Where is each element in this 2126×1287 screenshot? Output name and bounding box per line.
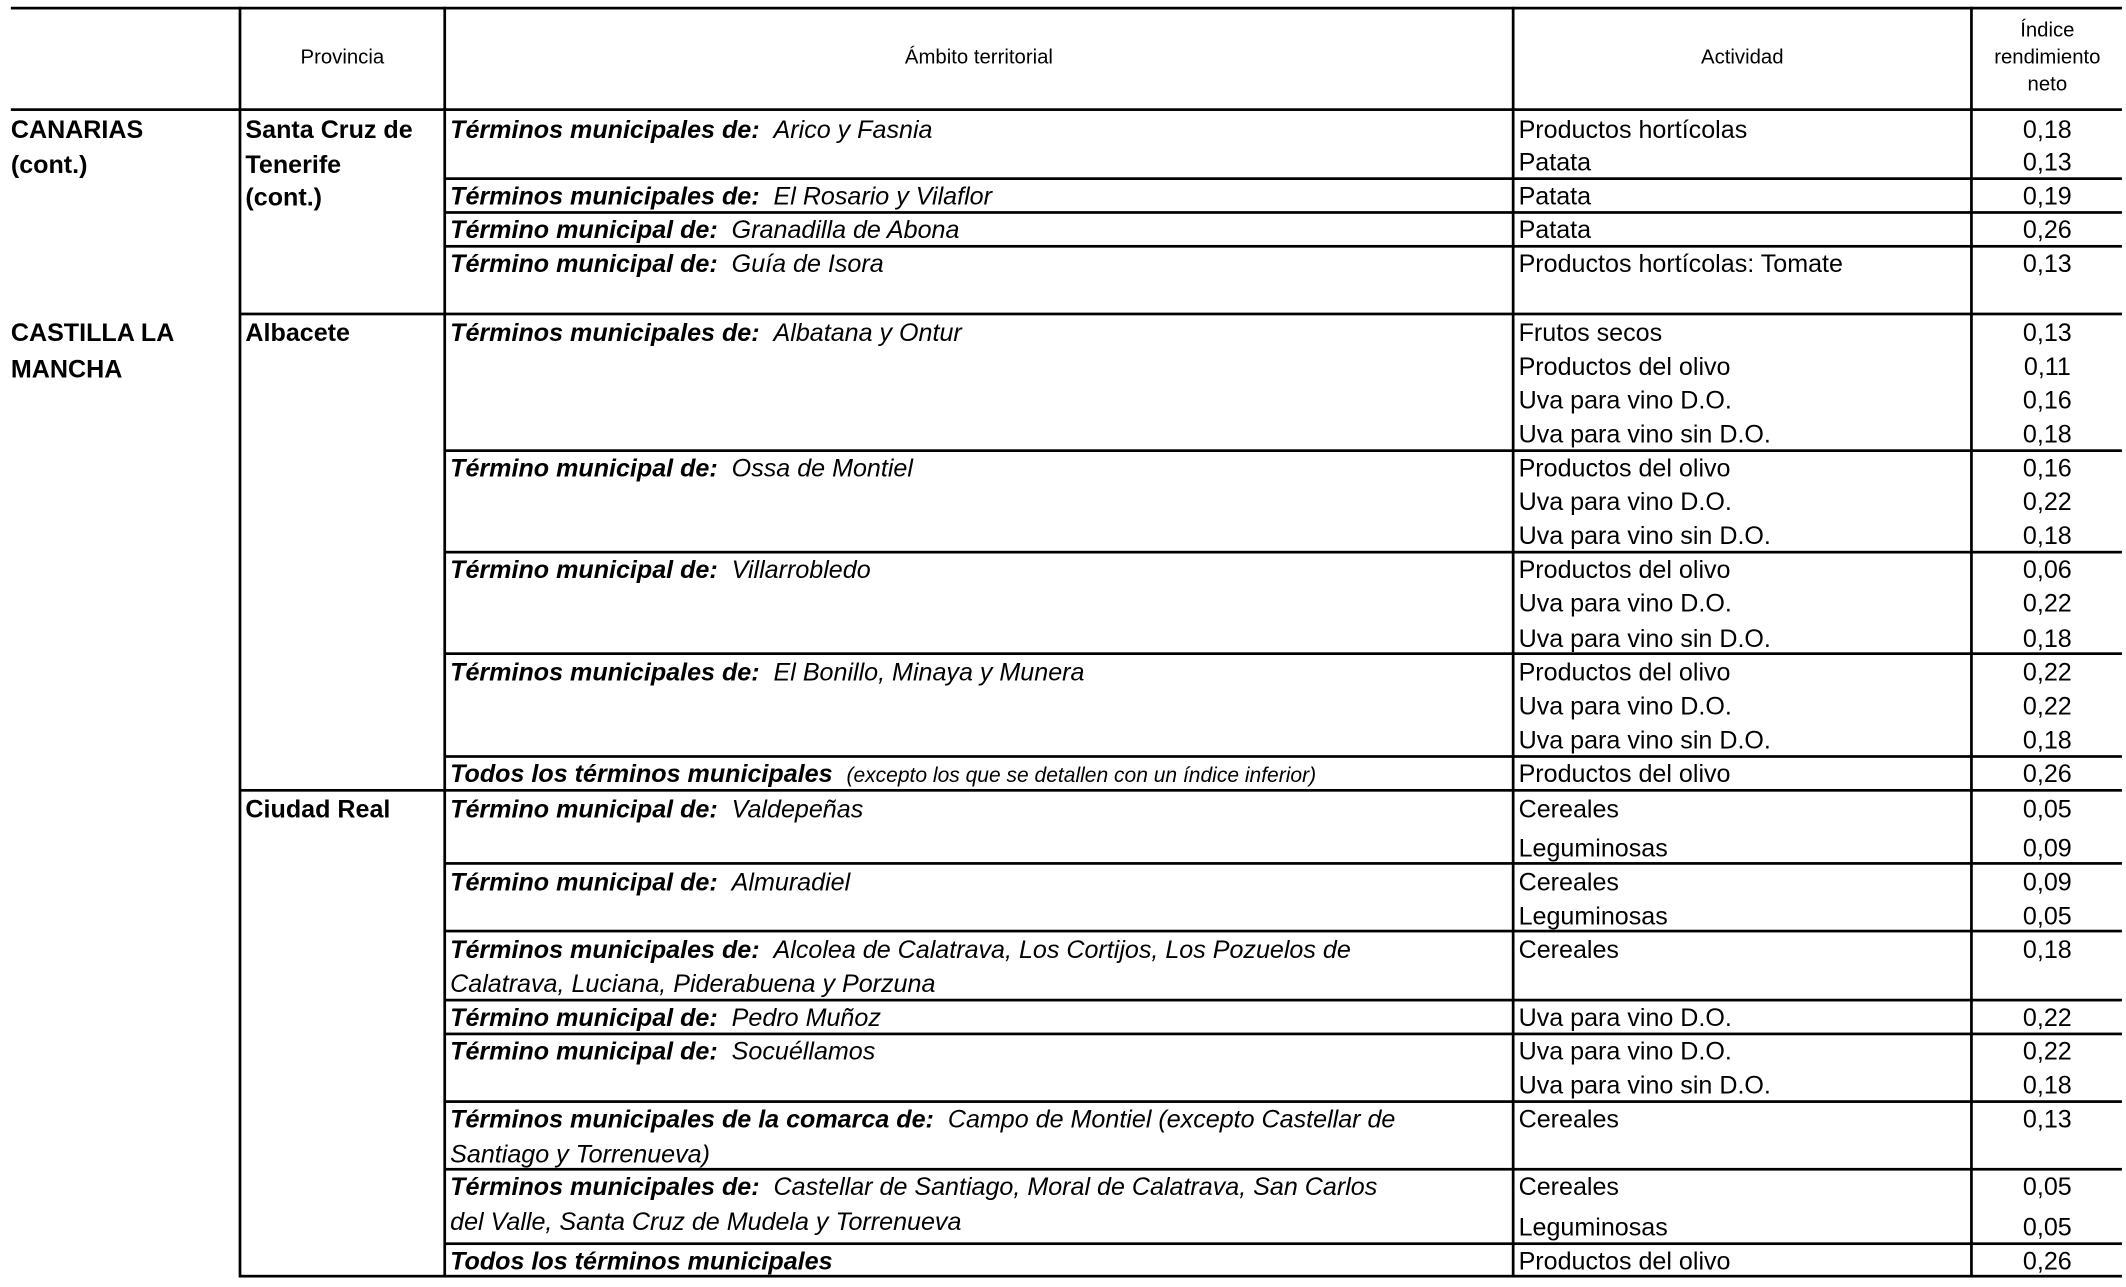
actividad-cell: Productos del olivo bbox=[1518, 759, 1731, 788]
header-indice-line: neto bbox=[2027, 73, 2068, 97]
indice-cell: 0,22 bbox=[2022, 691, 2072, 720]
actividad-cell: Frutos secos bbox=[1518, 318, 1663, 347]
ambito-prefix: Término municipal de: bbox=[450, 249, 718, 278]
ambito-prefix: Términos municipales de: bbox=[450, 181, 760, 210]
indice-cell: 0,09 bbox=[2022, 867, 2072, 896]
table-top-border bbox=[11, 7, 2122, 10]
province-label: Ciudad Real bbox=[245, 794, 391, 823]
actividad-cell: Uva para vino sin D.O. bbox=[1518, 521, 1771, 550]
ambito-prefix: Término municipal de: bbox=[450, 453, 718, 482]
header-indice-line: rendimiento bbox=[1994, 46, 2101, 70]
actividad-cell: Uva para vino D.O. bbox=[1518, 588, 1732, 618]
ambito-prefix: Término municipal de: bbox=[450, 554, 718, 584]
indice-cell: 0,13 bbox=[2022, 147, 2072, 176]
region-label: (cont.) bbox=[10, 150, 88, 179]
header-indice-line: Índice bbox=[2020, 18, 2075, 42]
ambito-entry bbox=[450, 451, 913, 485]
province-label: Tenerife bbox=[245, 150, 342, 179]
actividad-cell: Uva para vino D.O. bbox=[1518, 385, 1732, 415]
ambito-entry bbox=[450, 757, 1316, 794]
actividad-cell: Uva para vino D.O. bbox=[1518, 487, 1732, 516]
indice-cell: 0,05 bbox=[2022, 1212, 2072, 1241]
actividad-cell: Productos del olivo bbox=[1518, 1246, 1731, 1275]
actividad-cell: Leguminosas bbox=[1518, 833, 1668, 863]
ambito-prefix: Términos municipales de: bbox=[450, 115, 760, 144]
indice-cell: 0,26 bbox=[2022, 759, 2072, 788]
actividad-cell: Productos del olivo bbox=[1518, 351, 1731, 381]
ambito-municipios: Castellar de Santiago, Moral de Calatrava, San Carlos bbox=[773, 1171, 1378, 1201]
ambito-prefix: Término municipal de: bbox=[450, 1036, 718, 1066]
column-divider bbox=[443, 7, 446, 1278]
indice-cell: 0,16 bbox=[2022, 385, 2072, 415]
actividad-cell: Cereales bbox=[1518, 867, 1619, 896]
actividad-cell: Uva para vino D.O. bbox=[1518, 1036, 1732, 1066]
actividad-cell: Productos del olivo bbox=[1518, 453, 1731, 482]
actividad-cell: Cereales bbox=[1518, 794, 1619, 823]
ambito-municipios: Ossa de Montiel bbox=[731, 453, 913, 482]
ambito-municipios: Arico y Fasnia bbox=[773, 115, 933, 144]
ambito-municipios: Socuéllamos bbox=[731, 1036, 876, 1066]
indice-cell: 0,06 bbox=[2022, 554, 2072, 584]
actividad-cell: Uva para vino sin D.O. bbox=[1518, 1070, 1771, 1099]
ambito-municipios: El Bonillo, Minaya y Munera bbox=[773, 657, 1085, 687]
header-provincia: Provincia bbox=[300, 46, 385, 70]
actividad-cell: Patata bbox=[1518, 181, 1592, 210]
ambito-entry bbox=[450, 792, 863, 826]
region-label: CASTILLA LA bbox=[10, 318, 175, 347]
ambito-municipios: Guía de Isora bbox=[731, 249, 884, 278]
ambito-entry bbox=[450, 112, 932, 146]
ambito-entry bbox=[450, 1034, 875, 1068]
ambito-municipios: Albatana y Ontur bbox=[773, 318, 962, 347]
actividad-cell: Productos del olivo bbox=[1518, 657, 1731, 687]
actividad-cell: Uva para vino sin D.O. bbox=[1518, 725, 1771, 754]
ambito-entry bbox=[450, 315, 962, 349]
actividad-cell: Cereales bbox=[1518, 1171, 1619, 1201]
ambito-prefix: Términos municipales de: bbox=[450, 935, 760, 964]
ambito-municipios: Granadilla de Abona bbox=[731, 215, 960, 244]
indice-cell: 0,26 bbox=[2022, 215, 2072, 244]
actividad-cell: Uva para vino sin D.O. bbox=[1518, 419, 1771, 448]
ambito-entry bbox=[450, 932, 1351, 966]
actividad-cell: Cereales bbox=[1518, 1104, 1619, 1133]
ambito-prefix: Todos los términos municipales bbox=[450, 1246, 833, 1275]
ambito-municipios: Valdepeñas bbox=[731, 794, 864, 823]
indice-cell: 0,16 bbox=[2022, 453, 2072, 482]
indice-cell: 0,18 bbox=[2022, 419, 2072, 448]
actividad-cell: Patata bbox=[1518, 147, 1592, 176]
region-label: MANCHA bbox=[10, 354, 123, 383]
indice-cell: 0,26 bbox=[2022, 1246, 2072, 1275]
ambito-note: (excepto los que se detallen con un índice inferior) bbox=[846, 764, 1317, 788]
ambito-entry bbox=[450, 655, 1084, 689]
ambito-prefix: Término municipal de: bbox=[450, 794, 718, 823]
actividad-cell: Leguminosas bbox=[1518, 1212, 1668, 1241]
indice-cell: 0,05 bbox=[2022, 794, 2072, 823]
indice-cell: 0,05 bbox=[2022, 1171, 2072, 1201]
ambito-entry bbox=[450, 552, 871, 586]
actividad-cell: Cereales bbox=[1518, 935, 1619, 964]
header-bottom-border bbox=[11, 108, 2122, 111]
indice-cell: 0,18 bbox=[2022, 521, 2072, 550]
actividad-cell: Uva para vino D.O. bbox=[1518, 691, 1732, 720]
ambito-prefix: Términos municipales de: bbox=[450, 318, 760, 347]
ambito-municipios-continued: del Valle, Santa Cruz de Mudela y Torrenueva bbox=[450, 1207, 962, 1236]
header-indice bbox=[1973, 18, 2122, 99]
actividad-cell: Productos hortícolas bbox=[1518, 115, 1748, 144]
indice-cell: 0,22 bbox=[2022, 1036, 2072, 1066]
ambito-entry bbox=[450, 212, 959, 246]
header-ambito: Ámbito territorial bbox=[904, 46, 1053, 70]
ambito-prefix: Término municipal de: bbox=[450, 1002, 718, 1032]
ambito-municipios-continued: Santiago y Torrenueva) bbox=[450, 1139, 710, 1168]
actividad-cell: Productos del olivo bbox=[1518, 554, 1731, 584]
actividad-cell: Uva para vino D.O. bbox=[1518, 1002, 1732, 1032]
ambito-municipios: El Rosario y Vilaflor bbox=[773, 181, 992, 210]
ambito-entry bbox=[450, 1102, 1395, 1136]
ambito-municipios: Pedro Muñoz bbox=[731, 1002, 881, 1032]
ambito-entry bbox=[450, 1000, 881, 1034]
indice-cell: 0,18 bbox=[2022, 935, 2072, 964]
indice-cell: 0,05 bbox=[2022, 901, 2072, 930]
ambito-municipios: Villarrobledo bbox=[731, 554, 871, 584]
indice-cell: 0,19 bbox=[2022, 181, 2072, 210]
column-divider bbox=[1512, 7, 1515, 1278]
ambito-prefix: Término municipal de: bbox=[450, 215, 718, 244]
ambito-prefix: Términos municipales de: bbox=[450, 1171, 760, 1201]
actividad-cell: Uva para vino sin D.O. bbox=[1518, 623, 1771, 653]
region-label: CANARIAS bbox=[10, 115, 144, 144]
indice-cell: 0,22 bbox=[2022, 588, 2072, 618]
actividad-cell: Productos hortícolas: Tomate bbox=[1518, 249, 1843, 278]
indice-cell: 0,18 bbox=[2022, 1070, 2072, 1099]
ambito-prefix: Todos los términos municipales bbox=[450, 759, 833, 788]
ambito-municipios: Almuradiel bbox=[731, 867, 851, 896]
province-label: (cont.) bbox=[245, 182, 323, 212]
province-label: Santa Cruz de bbox=[245, 115, 413, 144]
indice-cell: 0,22 bbox=[2022, 657, 2072, 687]
ambito-prefix: Términos municipales de: bbox=[450, 657, 760, 687]
ambito-entry bbox=[450, 865, 850, 899]
column-divider bbox=[239, 7, 242, 1278]
ambito-municipios-continued: Calatrava, Luciana, Piderabuena y Porzuna bbox=[450, 968, 936, 998]
ambito-prefix: Término municipal de: bbox=[450, 867, 718, 896]
ambito-entry bbox=[450, 179, 992, 213]
indice-cell: 0,22 bbox=[2022, 487, 2072, 516]
indice-cell: 0,13 bbox=[2022, 318, 2072, 347]
actividad-cell: Patata bbox=[1518, 215, 1592, 244]
header-actividad: Actividad bbox=[1701, 46, 1784, 70]
indice-cell: 0,13 bbox=[2022, 1104, 2072, 1133]
ambito-municipios: Campo de Montiel (excepto Castellar de bbox=[947, 1104, 1396, 1133]
actividad-cell: Leguminosas bbox=[1518, 901, 1668, 930]
indice-cell: 0,18 bbox=[2022, 115, 2072, 144]
ambito-entry bbox=[450, 246, 884, 280]
indice-cell: 0,09 bbox=[2022, 833, 2072, 863]
indice-cell: 0,13 bbox=[2022, 249, 2072, 278]
indice-cell: 0,18 bbox=[2022, 725, 2072, 754]
ambito-prefix: Términos municipales de la comarca de: bbox=[450, 1104, 934, 1133]
indice-cell: 0,11 bbox=[2023, 351, 2071, 381]
ambito-entry bbox=[450, 1244, 832, 1278]
ambito-entry bbox=[450, 1169, 1377, 1203]
ambito-municipios: Alcolea de Calatrava, Los Cortijos, Los Pozuelos de bbox=[773, 935, 1351, 964]
province-label: Albacete bbox=[245, 318, 350, 347]
indice-cell: 0,22 bbox=[2022, 1002, 2072, 1032]
indice-cell: 0,18 bbox=[2022, 623, 2072, 653]
